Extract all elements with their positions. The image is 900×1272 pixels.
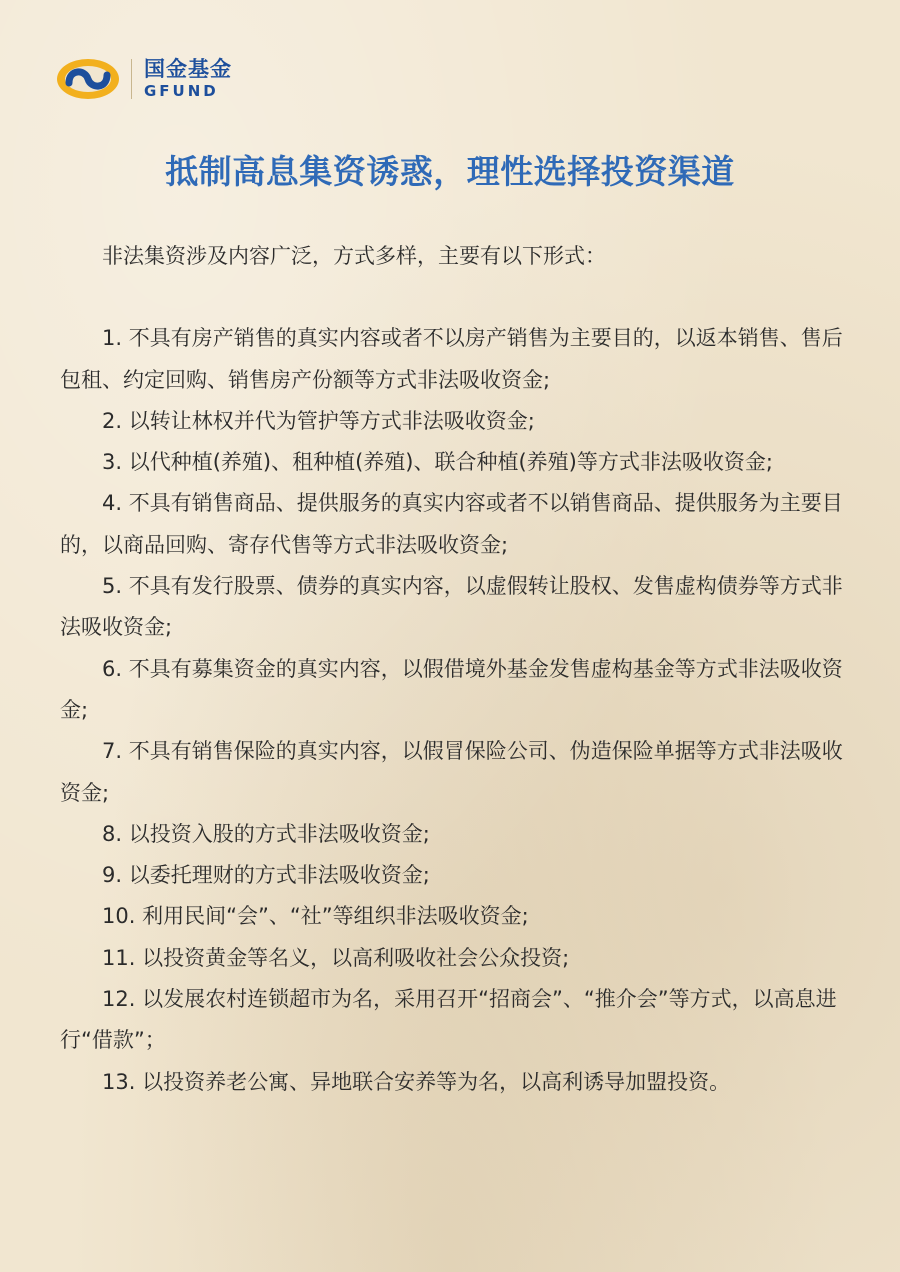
gfund-logo-icon [55, 57, 121, 101]
logo-text [144, 59, 232, 99]
list-item: 7. 不具有销售保险的真实内容，以假冒保险公司、伪造保险单据等方式非法吸收资金; [60, 739, 843, 805]
intro-paragraph: 非法集资涉及内容广泛，方式多样，主要有以下形式： [102, 244, 606, 268]
list-item: 1. 不具有房产销售的真实内容或者不以房产销售为主要目的，以返本销售、售后包租、约定回购、销售房产份额等方式非法吸收资金; [60, 326, 843, 392]
list-item: 3. 以代种植(养殖)、租种植(养殖)、联合种植(养殖)等方式非法吸收资金; [102, 450, 773, 475]
logo-divider [131, 59, 132, 99]
page-title: 抵制高息集资诱惑，理性选择投资渠道 [165, 152, 735, 191]
list-item: 8. 以投资入股的方式非法吸收资金; [102, 821, 430, 846]
list-item: 12. 以发展农村连锁超市为名，采用召开“招商会”、“推介会”等方式，以高息进行“借款”； [60, 987, 837, 1053]
logo-name-en: GFUND [144, 82, 219, 100]
list-item: 4. 不具有销售商品、提供服务的真实内容或者不以销售商品、提供服务为主要目的，以商品回购、寄存代售等方式非法吸收资金; [60, 491, 843, 557]
list-item: 11. 以投资黄金等名义，以高利吸收社会公众投资; [102, 945, 570, 970]
list-item: 6. 不具有募集资金的真实内容，以假借境外基金发售虚构基金等方式非法吸收资金; [60, 656, 843, 722]
list-item: 5. 不具有发行股票、债券的真实内容，以虚假转让股权、发售虚构债券等方式非法吸收资金; [60, 574, 843, 640]
document-body [60, 236, 845, 1103]
brand-logo [55, 56, 232, 102]
list-item: 2. 以转让林权并代为管护等方式非法吸收资金; [102, 408, 535, 433]
list-item: 9. 以委托理财的方式非法吸收资金; [102, 863, 430, 888]
list-item: 10. 利用民间“会”、“社”等组织非法吸收资金; [102, 904, 529, 929]
logo-name-cn: 国金基金 [144, 57, 232, 81]
list-item: 13. 以投资养老公寓、异地联合安养等为名，以高利诱导加盟投资。 [102, 1069, 731, 1094]
